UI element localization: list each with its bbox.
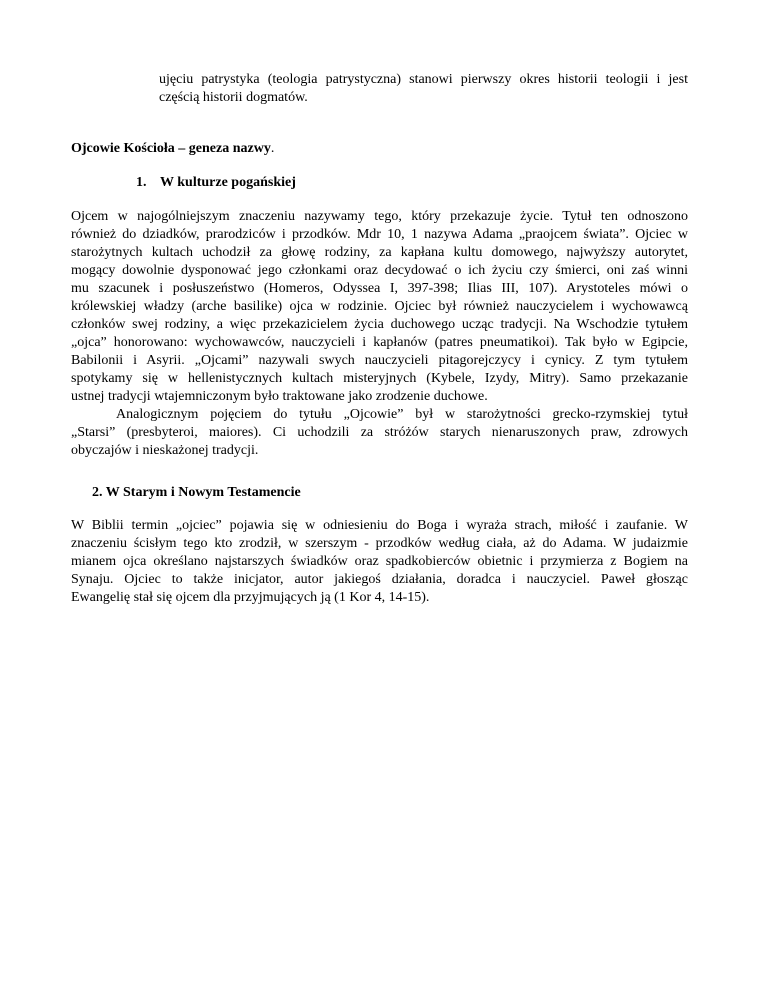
text-line: obyczajów i nieskażonej tradycji.: [71, 443, 259, 458]
text-line: częścią historii dogmatów.: [159, 90, 308, 105]
text-line: znaczeniu ścisłym tego kto zrodził, w szerszym - przodków według ciała, aż do Adama. W judaizmie: [71, 536, 688, 551]
text-line: Ojcem w najogólniejszym znaczeniu nazywamy tego, który przekazuje życie. Tytuł ten odnoszono: [71, 209, 688, 224]
subsection-title: W kulturze pogańskiej: [160, 175, 296, 190]
subsection-number: 1.: [136, 175, 147, 190]
paragraph-bible: [71, 517, 688, 607]
paragraph-pagan-culture: [71, 208, 688, 460]
text-line: ujęciu patrystyka (teologia patrystyczna) stanowi pierwszy okres historii teologii i jest: [159, 72, 688, 87]
section-title-period: .: [270, 141, 275, 156]
text-line: spotykamy się w hellenistycznych kultach misteryjnych (Kybele, Izydy, Mitry). Samo przekazanie: [71, 371, 688, 386]
text-line-content: Analogicznym pojęciem do tytułu „Ojcowie” był w starożytności grecko-rzymskiej tytuł: [116, 407, 688, 422]
intro-paragraph: [159, 71, 688, 107]
section-title-text: Ojcowie Kościoła – geneza nazwy: [71, 141, 271, 156]
text-line: Synaju. Ojciec to także inicjator, autor jakiegoś działania, doradca i nauczyciel. Paweł głosząc: [71, 572, 688, 587]
text-line: mu szacunek i posłuszeństwo (Homeros, Odyssea I, 397-398; Ilias III, 107). Arystoteles mówi o: [71, 281, 688, 296]
text-line: „ojca” honorowano: wychowawców, nauczycieli i kapłanów (patres pneumatikoi). Tak było w Egipcie,: [71, 335, 688, 350]
text-line: również do dziadków, prarodziców i przodków. Mdr 10, 1 nazywa Adama „praojcem świata”. Ojciec w: [71, 227, 688, 242]
text-line: Babilonii i Asyrii. „Ojcami” nazywali swych nauczycieli pitagorejczycy i cynicy. Z tym tytułem: [71, 353, 688, 368]
subsection-title: 2. W Starym i Nowym Testamencie: [92, 485, 301, 500]
text-line: Ewangelię stał się ojcem dla przyjmujących ją (1 Kor 4, 14-15).: [71, 590, 430, 605]
text-line: członków swej rodziny, a więc przekazicielem życia duchowego ucząc tradycji. Na Wschodzie tytułem: [71, 317, 688, 332]
text-line: królewskiej władzy (arche basilike) ojca w rodzinie. Ojciec był również nauczycielem i wychowawcą: [71, 299, 688, 314]
section-title: [71, 140, 671, 158]
text-line: „Starsi” (presbyteroi, maiores). Ci uchodzili za stróżów starych nienaruszonych praw, zdrowych: [71, 425, 688, 440]
text-line: ustnej tradycji wtajemniczonym było traktowane jako zrodzenie duchowe.: [71, 389, 488, 404]
text-line: mianem ojca określano najstarszych świadków oraz spadkobierców obietnic i przymierza z Bogiem na: [71, 554, 688, 569]
text-line-indented: [71, 406, 688, 424]
subsection-heading-1: [136, 174, 636, 192]
subsection-heading-2: [92, 484, 592, 502]
text-line: mogący dowolnie dysponować jego członkami oraz decydować o ich życiu czy śmierci, oni zaś winni: [71, 263, 688, 278]
text-line: starożytnych kultach uchodził za głowę rodziny, za kapłana kultu domowego, najwyższy autorytet,: [71, 245, 688, 260]
text-line: W Biblii termin „ojciec” pojawia się w odniesieniu do Boga i wyraża strach, miłość i zaufanie. W: [71, 518, 688, 533]
